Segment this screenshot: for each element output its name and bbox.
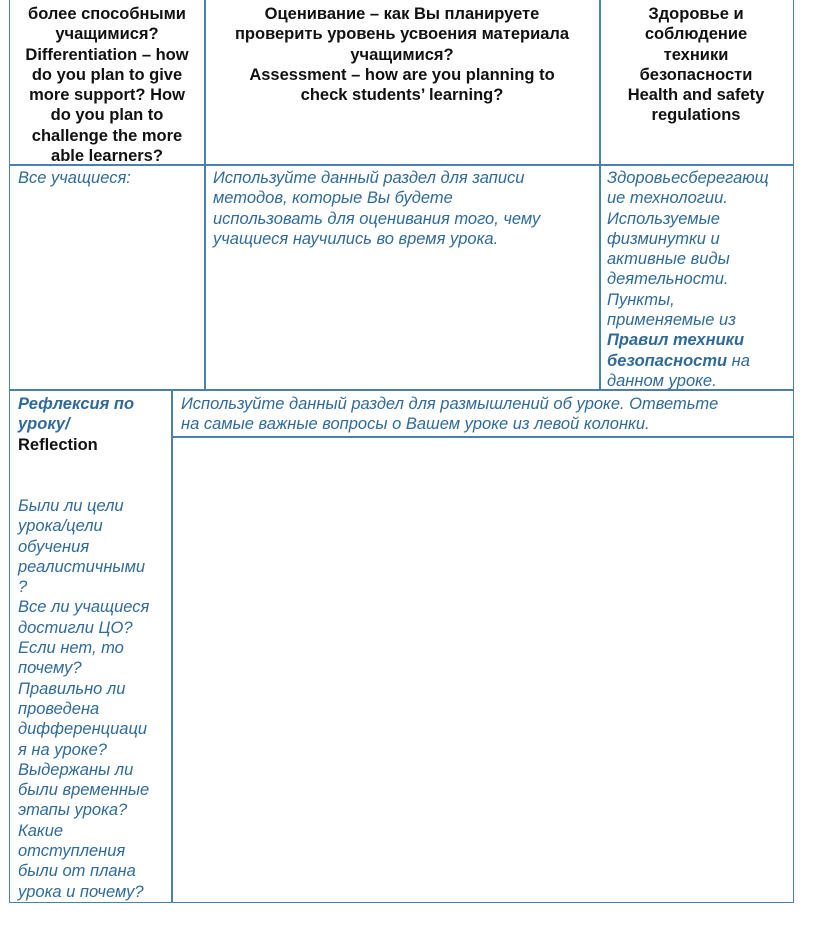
text-line: Пункты,: [607, 290, 675, 309]
text-line: применяемые из: [607, 311, 736, 330]
text-line: проверить уровень усвоения материала: [234, 25, 570, 44]
text-line: урока и почему?: [18, 882, 144, 901]
text-line: я на уроке?: [18, 740, 107, 759]
text-line: использовать для оценивания того, чему: [213, 209, 541, 228]
text-line: do you plan to: [50, 106, 164, 125]
reflection-answer-field[interactable]: [173, 438, 792, 901]
text: на: [727, 351, 750, 370]
text-line: check students’ learning?: [300, 86, 504, 105]
reflection-questions: [18, 496, 149, 902]
health-cell: [607, 168, 769, 391]
bold-text: Правил техники: [607, 331, 745, 350]
text-line: учащимися?: [55, 25, 159, 44]
text-line: Используемые: [607, 209, 720, 228]
text-line: Правильно ли: [18, 679, 126, 698]
header-assessment: [206, 4, 598, 105]
text-line: отступления: [18, 842, 126, 861]
text-line: деятельности.: [607, 270, 729, 289]
text: Рефлексия по: [18, 395, 135, 413]
text: Reflection: [18, 435, 98, 454]
text-line: challenge the more: [31, 126, 183, 145]
text-line: Оценивание – как Вы планируете: [264, 5, 540, 23]
differentiation-cell: [18, 168, 131, 188]
text-line: Здоровье и: [648, 5, 744, 23]
text-line: Assessment – how are you planning to: [249, 65, 555, 84]
text-line: были временные: [18, 781, 150, 800]
text-line: ?: [18, 578, 28, 597]
text-line: соблюдение: [644, 25, 748, 44]
text-line: do you plan to give: [31, 65, 183, 84]
text-line: активные виды: [607, 250, 730, 269]
reflection-instruction: [181, 394, 718, 435]
text: уроку/: [18, 415, 70, 434]
text-line: физминутки и: [607, 229, 720, 248]
text-line: более способными: [28, 5, 186, 23]
text-line: Все ли учащиеся: [18, 598, 150, 617]
text-line: Все учащиеся:: [18, 169, 131, 187]
text-line: учащиеся научились во время урока.: [213, 229, 499, 248]
text-line: Health and safety: [627, 86, 765, 105]
header-health: [601, 4, 791, 126]
header-differentiation: [12, 4, 202, 166]
text-line: проведена: [18, 699, 100, 718]
text-line: достигли ЦО?: [18, 618, 133, 637]
text-line: Если нет, то: [18, 639, 124, 658]
text-line: Какие: [18, 821, 64, 840]
text-line: безопасности: [639, 65, 753, 84]
text-line: Используйте данный раздел для записи: [213, 169, 525, 187]
text-line: ие технологии.: [607, 189, 728, 208]
text-line: обучения: [18, 537, 90, 556]
text-line: more support? How: [29, 86, 185, 105]
text-line: дифференциаци: [18, 720, 148, 739]
text-line: были от плана: [18, 862, 136, 881]
text-line: методов, которые Вы будете: [213, 189, 453, 208]
text-line: реалистичными: [18, 557, 146, 576]
text-line: почему?: [18, 659, 82, 678]
text-line: Здоровьесберегающ: [607, 169, 769, 187]
text-line: этапы урока?: [18, 801, 128, 820]
text-line: Выдержаны ли: [18, 760, 134, 779]
text: данном уроке.: [607, 371, 717, 390]
text-line: Были ли цели: [18, 497, 124, 515]
text-line: учащимися?: [350, 45, 454, 64]
text-line: урока/цели: [18, 517, 103, 536]
assessment-cell: [213, 168, 540, 249]
text-line: техники: [663, 45, 729, 64]
text-line: regulations: [651, 106, 741, 125]
text-line: Differentiation – how: [25, 45, 189, 64]
text-line: на самые важные вопросы о Вашем уроке из левой колонки.: [181, 415, 650, 434]
reflection-label: [18, 394, 134, 455]
text-line: able learners?: [51, 147, 163, 166]
bold-text: безопасности: [607, 351, 728, 370]
text-line: Используйте данный раздел для размышлений об уроке. Ответьте: [181, 395, 719, 413]
